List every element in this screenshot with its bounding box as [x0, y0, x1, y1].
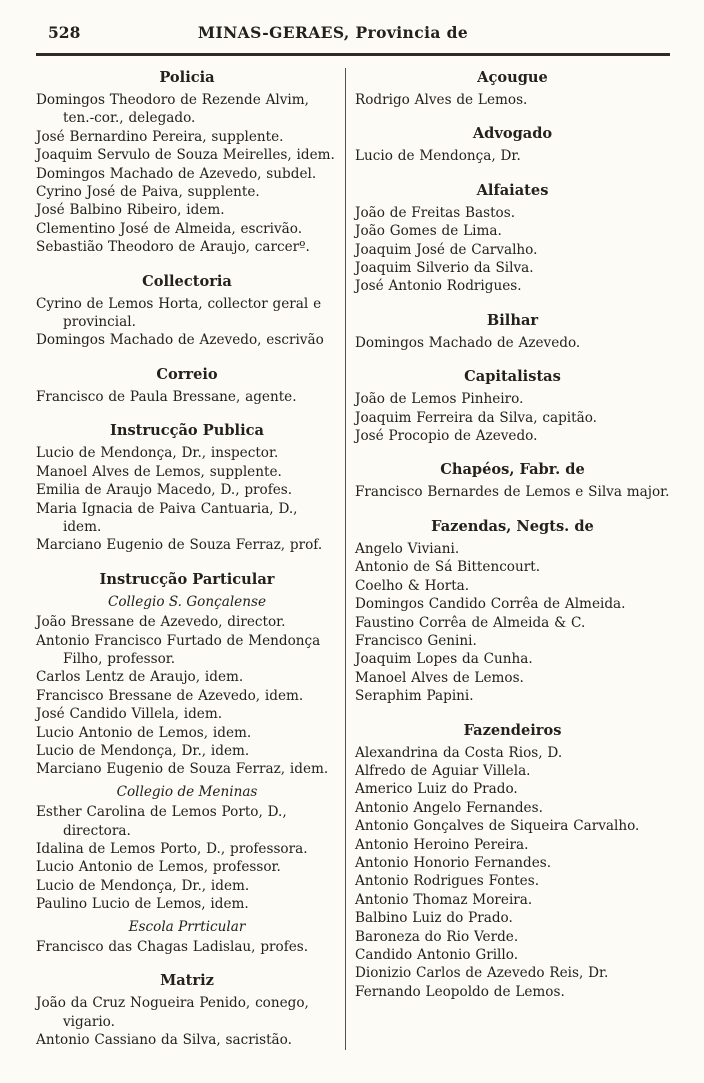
directory-entry: José Candido Villela, idem. [36, 706, 223, 723]
directory-entry: Cyrino de Lemos Horta, collector geral e provincial. [36, 295, 322, 331]
directory-entry: Francisco Bernardes de Lemos e Silva major. [355, 484, 670, 501]
directory-entry: Baroneza do Rio Verde. [355, 928, 519, 945]
directory-entry: João de Lemos Pinheiro. [355, 391, 524, 408]
directory-entry: Clementino José de Almeida, escrivão. [36, 220, 303, 237]
directory-entry: Joaquim Silverio da Silva. [355, 260, 534, 277]
directory-entry: Marciano Eugenio de Souza Ferraz, idem. [36, 761, 329, 778]
directory-entry: Lucio de Mendonça, Dr., inspector. [36, 445, 279, 462]
directory-entry: Rodrigo Alves de Lemos. [355, 92, 528, 108]
directory-entry: Manoel Alves de Lemos, supplente. [36, 463, 282, 480]
directory-entry: Balbino Luiz do Prado. [355, 910, 513, 927]
section-policia [36, 68, 338, 257]
directory-entry: João Bressane de Azevedo, director. [36, 614, 286, 631]
directory-entry: Lucio Antonio de Lemos, professor. [36, 859, 281, 876]
section-title-matriz: Matriz [160, 972, 214, 990]
directory-entry: Angelo Viviani. [355, 540, 460, 557]
directory-entry: Francisco das Chagas Ladislau, profes. [36, 939, 309, 956]
header-title: MINAS-GERAES, Provincia de [197, 23, 469, 42]
directory-entry: Francisco de Paula Bressane, agente. [36, 388, 297, 405]
directory-entry: Francisco Bressane de Azevedo, idem. [36, 687, 304, 704]
directory-entry: Lucio de Mendonça, Dr. [355, 148, 521, 165]
section-title-policia: Policia [159, 69, 215, 86]
directory-entry: Antonio Rodrigues Fontes. [355, 873, 540, 890]
page-header [36, 24, 670, 48]
directory-entry: Seraphim Papini. [355, 688, 474, 705]
directory-entry: Idalina de Lemos Porto, D., professora. [36, 841, 308, 857]
directory-entry: Alfredo de Aguiar Villela. [355, 762, 531, 779]
directory-entry: José Antonio Rodrigues. [355, 278, 522, 295]
section-chapeos-fabr-de [355, 460, 670, 501]
directory-entry: Maria Ignacia de Paiva Cantuaria, D., idem. [36, 500, 298, 535]
directory-entry: Antonio Angelo Fernandes. [355, 799, 543, 816]
directory-entry: Domingos Theodoro de Rezende Alvim, ten.-cor., delegado. [36, 92, 309, 127]
column-divider [345, 68, 346, 1050]
section-title-instruccao-particular: Instrucção Particular [99, 570, 275, 588]
directory-entry: Manoel Alves de Lemos. [355, 669, 524, 686]
section-instruccao-particular [36, 570, 338, 957]
directory-entry: Antonio Cassiano da Silva, sacristão. [36, 1032, 292, 1049]
directory-entry: Lucio Antonio de Lemos, idem. [36, 724, 252, 741]
left-column [36, 68, 338, 1050]
directory-entry: Joaquim Lopes da Cunha. [355, 651, 533, 668]
section-bilhar [355, 311, 670, 352]
section-fazendeiros [355, 721, 670, 1002]
directory-entry: Coelho & Horta. [355, 577, 470, 594]
directory-entry: Francisco Genini. [355, 632, 477, 649]
section-title-bilhar: Bilhar [486, 311, 539, 329]
subsection-title-collegio-de-meninas: Collegio de Meninas [116, 783, 258, 800]
section-instruccao-publica [36, 421, 338, 554]
section-acougue [355, 68, 670, 109]
directory-columns [36, 68, 670, 1050]
subsection-title-collegio-s-goncalense: Collegio S. Gonçalense [107, 593, 267, 610]
directory-entry: Domingos Candido Corrêa de Almeida. [355, 596, 626, 613]
directory-entry: Antonio Thomaz Moreira. [355, 891, 533, 908]
section-title-correio: Correio [156, 365, 218, 383]
section-title-advogado: Advogado [472, 125, 553, 143]
directory-entry: João Gomes de Lima. [355, 223, 502, 240]
directory-entry: Domingos Machado de Azevedo, subdel. [36, 165, 317, 182]
directory-entry: José Balbino Ribeiro, idem. [36, 202, 225, 219]
directory-entry: Emilia de Araujo Macedo, D., profes. [36, 482, 293, 499]
section-title-fazendas-negts-de: Fazendas, Negts. de [431, 517, 594, 535]
right-column [355, 68, 670, 1050]
section-title-instruccao-publica: Instrucção Publica [110, 422, 264, 440]
directory-entry: Marciano Eugenio de Souza Ferraz, prof. [36, 537, 323, 554]
subsection-title-escola-prrticular: Escola Prrticular [128, 918, 246, 935]
section-capitalistas [355, 367, 670, 445]
directory-entry: Antonio Gonçalves de Siqueira Carvalho. [355, 818, 640, 835]
section-title-chapeos-fabr-de: Chapéos, Fabr. de [440, 461, 585, 479]
directory-entry: Americo Luiz do Prado. [355, 781, 518, 798]
directory-entry: Antonio Heroino Pereira. [355, 836, 529, 853]
directory-entry: Paulino Lucio de Lemos, idem. [36, 896, 249, 913]
section-matriz [36, 971, 338, 1049]
directory-entry: José Procopio de Azevedo. [355, 428, 538, 445]
directory-entry: Domingos Machado de Azevedo. [355, 334, 581, 351]
directory-entry: Lucio de Mendonça, Dr., idem. [36, 877, 250, 894]
directory-entry: João de Freitas Bastos. [355, 204, 516, 221]
directory-entry: Sebastião Theodoro de Araujo, carcerº. [36, 239, 310, 256]
directory-entry: Domingos Machado de Azevedo, escrivão [36, 332, 324, 349]
section-collectoria [36, 272, 338, 350]
directory-entry: Dionizio Carlos de Azevedo Reis, Dr. [355, 965, 609, 982]
page-number: 528 [48, 23, 81, 42]
directory-entry: Joaquim Ferreira da Silva, capitão. [355, 409, 597, 426]
header-rule [36, 53, 670, 56]
directory-entry: Esther Carolina de Lemos Porto, D., directora. [36, 804, 287, 839]
directory-entry: Joaquim José de Carvalho. [355, 241, 538, 258]
section-title-collectoria: Collectoria [142, 272, 232, 290]
section-correio [36, 365, 338, 406]
section-title-fazendeiros: Fazendeiros [463, 721, 562, 739]
directory-entry: Lucio de Mendonça, Dr., idem. [36, 742, 250, 759]
directory-entry: Antonio Francisco Furtado de Mendonça Filho, professor. [36, 632, 321, 667]
directory-entry: Antonio de Sá Bittencourt. [355, 559, 541, 576]
directory-entry: João da Cruz Nogueira Penido, conego, vigario. [36, 995, 309, 1030]
section-title-capitalistas: Capitalistas [464, 368, 561, 386]
directory-entry: Carlos Lentz de Araujo, idem. [36, 669, 244, 686]
section-title-alfaiates: Alfaiates [476, 181, 549, 199]
directory-entry: Fernando Leopoldo de Lemos. [355, 983, 565, 1000]
directory-entry: Faustino Corrêa de Almeida & C. [355, 614, 586, 631]
section-advogado [355, 124, 670, 165]
directory-entry: Joaquim Servulo de Souza Meirelles, idem. [36, 147, 335, 164]
directory-entry: Candido Antonio Grillo. [355, 947, 519, 963]
section-fazendas-negts-de [355, 517, 670, 706]
directory-entry: Antonio Honorio Fernandes. [355, 854, 552, 871]
directory-entry: Cyrino José de Paiva, supplente. [36, 184, 260, 201]
directory-entry: Alexandrina da Costa Rios, D. [355, 744, 563, 761]
section-alfaiates [355, 181, 670, 296]
section-title-acougue: Açougue [477, 69, 548, 86]
directory-entry: José Bernardino Pereira, supplente. [36, 128, 284, 145]
